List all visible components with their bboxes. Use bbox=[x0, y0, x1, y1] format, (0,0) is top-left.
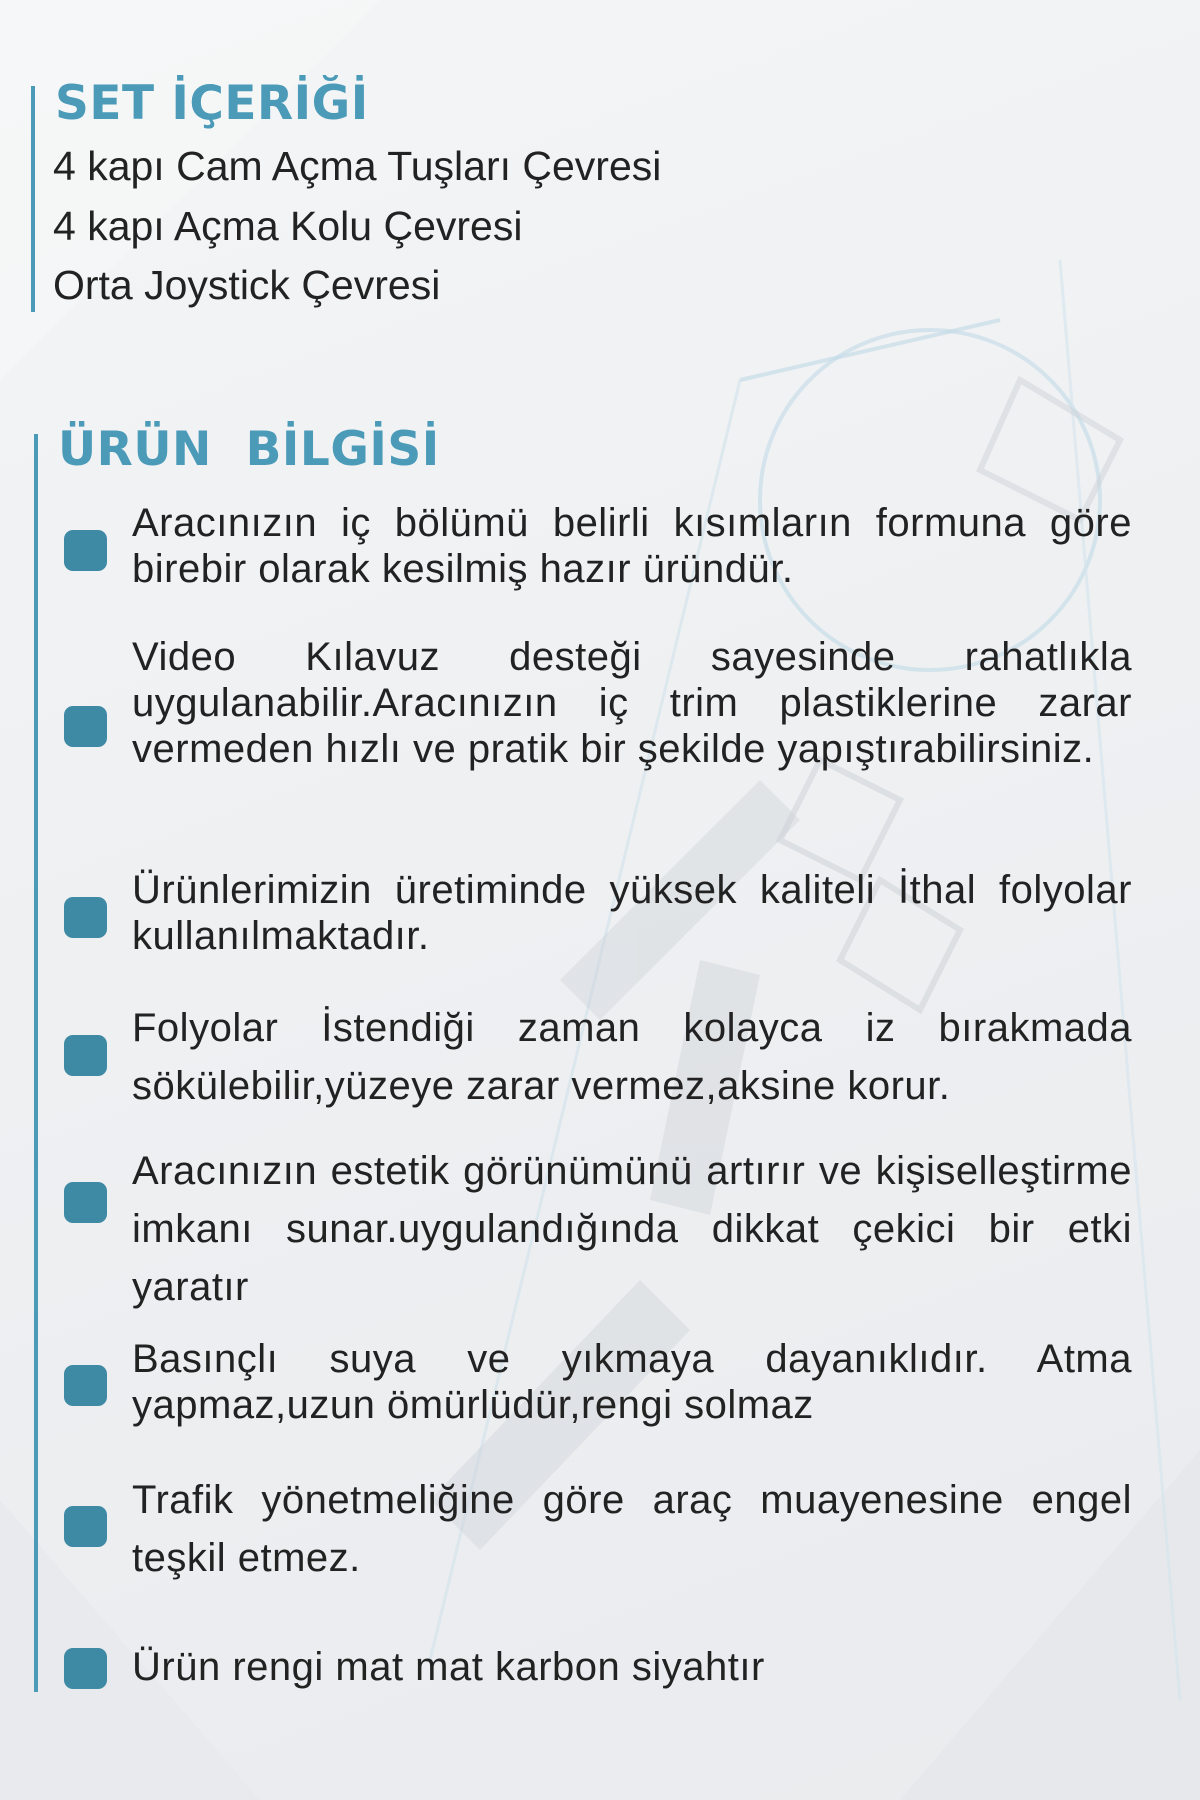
square-bullet-icon bbox=[64, 706, 107, 747]
set-contents-item: 4 kapı Cam Açma Tuşları Çevresi bbox=[53, 143, 662, 189]
square-bullet-icon bbox=[64, 1648, 107, 1689]
set-contents-section bbox=[31, 76, 935, 312]
product-info-text: Aracınızın estetik görünümünü artırır ve kişiselleştirme imkanı sunar.uygulandığında dikkat çekici bir etki yaratır bbox=[132, 1149, 1132, 1309]
product-info-title: ÜRÜN BİLGİSİ bbox=[58, 422, 440, 477]
set-contents-title: SET İÇERİĞİ bbox=[55, 76, 369, 131]
product-info-section bbox=[34, 422, 1158, 1692]
product-info-text: Ürünlerimizin üretiminde yüksek kaliteli İthal folyolar kullanılmaktadır. bbox=[132, 868, 1132, 958]
product-info-text: Ürün rengi mat mat karbon siyahtır bbox=[132, 1645, 765, 1689]
product-info-text: Trafik yönetmeliğine göre araç muayenesine engel teşkil etmez. bbox=[132, 1478, 1132, 1580]
set-contents-item: Orta Joystick Çevresi bbox=[53, 262, 441, 308]
square-bullet-icon bbox=[64, 1182, 107, 1223]
square-bullet-icon bbox=[64, 897, 107, 938]
product-info-text: Aracınızın iç bölümü belirli kısımların formuna göre birebir olarak kesilmiş hazır üründür. bbox=[132, 501, 1132, 591]
product-info-text: Video Kılavuz desteği sayesinde rahatlıkla uygulanabilir.Aracınızın iç trim plastiklerine zarar vermeden hızlı ve pratik bir şekilde yapıştırabilirsiniz. bbox=[132, 635, 1132, 771]
product-info-text: Basınçlı suya ve yıkmaya dayanıklıdır. Atma yapmaz,uzun ömürlüdür,rengi solmaz bbox=[132, 1337, 1132, 1427]
set-contents-item: 4 kapı Açma Kolu Çevresi bbox=[53, 203, 523, 249]
square-bullet-icon bbox=[64, 530, 107, 571]
square-bullet-icon bbox=[64, 1035, 107, 1076]
square-bullet-icon bbox=[64, 1506, 107, 1547]
product-info-text: Folyolar İstendiği zaman kolayca iz bırakmada sökülebilir,yüzeye zarar vermez,aksine korur. bbox=[132, 1006, 1132, 1108]
square-bullet-icon bbox=[64, 1365, 107, 1406]
